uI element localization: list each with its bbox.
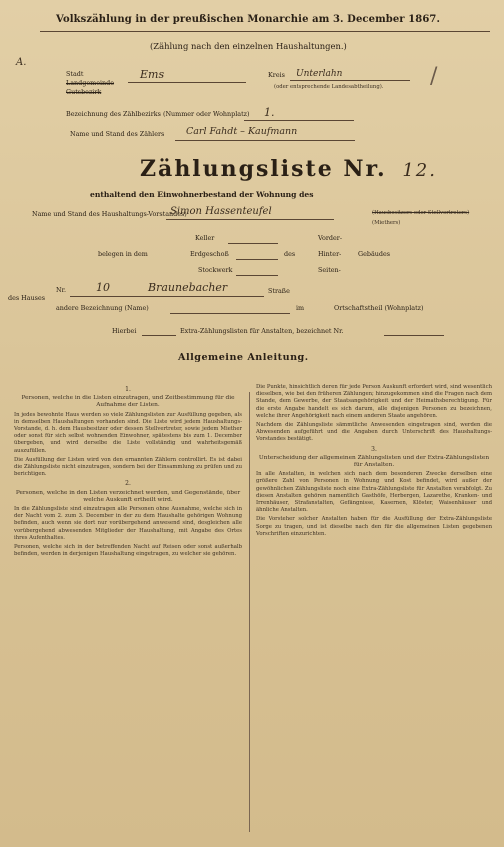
- seiten-label: Seiten-: [318, 266, 341, 274]
- nr-value: 10: [96, 281, 110, 294]
- andere-underline: [170, 313, 290, 314]
- left-paragraph-2: Die Ausfüllung der Listen wird von den ernannten Zählern controllirt. Es ist dabei die Zählungsliste nicht einzutragen, sondern bei der Einsammlung zu prüfen und zu berichtigen.: [14, 456, 242, 478]
- right-paragraph-1: Die Punkte, hinsichtlich deren für jede Person Auskunft erfordert wird, sind wesentlich dieselben, wie bei den früheren Zählungen; hinzugekommen sind die Fragen nach dem Stande, dem Gewerbe, der Staatsangehörigkeit und der Heimathsberechtigung. Für die erste Angabe handelt es sich darum, alle diejenigen Personen zu bezeichnen, welche ihrer Angehörigkeit nach einem anderen Staate angehören.: [256, 384, 492, 419]
- stadt-value: Ems: [140, 68, 165, 81]
- title-rule: [40, 31, 490, 32]
- list-title: [140, 156, 437, 182]
- kreis-underline: [290, 80, 410, 81]
- right-paragraph-4: Die Vorsteher solcher Anstalten haben für die Ausfüllung der Extra-Zählungsliste Sorge zu tragen, und ist dieselbe nach den für die allgemeinen Listen gegebenen Vorschriften einzurichten.: [256, 516, 492, 537]
- right-heading: Unterscheidung der allgemeinen Zählungslisten und der Extra-Zählungslisten für Anstalten.: [258, 454, 490, 469]
- form-title: Volkszählung in der preußischen Monarchie am 3. December 1867.: [56, 14, 441, 25]
- vorder-label: Vorder-: [318, 234, 343, 242]
- stadt-label: Stadt: [66, 70, 84, 78]
- stockwerk-line: [236, 275, 278, 276]
- column-divider: [249, 392, 250, 832]
- erdgeschoss-label: Erdgeschoß: [190, 250, 229, 258]
- bezirk-label: Bezeichnung des Zählbezirks (Nummer oder Wohnplatz): [66, 110, 250, 118]
- form-subtitle: (Zählung nach den einzelnen Haushaltungen.): [150, 41, 347, 51]
- left-paragraph-4: Personen, welche sich in der betreffenden Nacht auf Reisen oder sonst außerhalb befinden, werden in derjenigen Haushaltung eingetragen, zu welcher sie gehören.: [14, 544, 242, 558]
- hierbei-label: Hierbei: [112, 327, 137, 335]
- extra-line: [384, 335, 444, 336]
- andere-label: andere Bezeichnung (Name): [56, 304, 149, 312]
- street-underline: [70, 296, 264, 297]
- list-subtitle: enthaltend den Einwohnerbestand der Wohnung des: [90, 190, 314, 199]
- left-paragraph-3: In die Zählungsliste sind einzutragen alle Personen ohne Ausnahme, welche sich in der Nacht vom 2. zum 3. December in der zu dem Haushalte gehörigen Wohnung befinden, auch wenn sie dort nur vorübergehend anwesend sind, desgleichen alle vorübergehend abwesenden Mitglieder der Haushaltung, mit Angabe des Ortes ihres Aufenthaltes.: [14, 506, 242, 541]
- right-paragraph-2: Nachdem die Zählungsliste sämmtliche Anwesenden eingetragen sind, werden die Abwesenden aufgeführt und die Angaben durch Unterschrift des Haushaltungs-Vorstandes bestätigt.: [256, 422, 492, 443]
- haushalt-right: (Hausbesitzers oder Stellvertreters): [372, 210, 470, 216]
- anleitung-right-column: [256, 384, 492, 839]
- list-number: 12.: [402, 160, 437, 181]
- anleitung-left-column: [14, 384, 242, 839]
- left-paragraph-1: In jedes bewohnte Haus werden so viele Zählungslisten zur Ausfüllung gegeben, als in demselben Haushaltungen vorhanden sind. Die Liste wird jedem Haushaltungs-Vorstande, d. h. dem Hausbesitzer oder dessen Stellvertreter, sowie jedem Miether oder sonst für sich selbst wohnenden Einwohner, spätestens bis zum 1. December übergeben, und wird derselbe die Liste vollständig und wahrheitsgemäß auszufüllen.: [14, 411, 242, 454]
- bezirk-value: 1.: [264, 106, 275, 119]
- hauses-label: des Hauses: [8, 294, 46, 302]
- kreis-value: Unterlahn: [296, 69, 343, 79]
- right-heading-num: 3.: [371, 445, 377, 453]
- right-paragraph-3: In alle Anstalten, in welchen sich nach dem besonderen Zwecke derselben eine größere Zahl von Personen in Wohnung und Kost befindet, wird außer der gewöhnlichen Zählungsliste noch eine Extra-Zählungsliste für Anstalten verabfolgt. Zu diesen Anstalten gehören namentlich Gasthöfe, Herbergen, Lazarethe, Kranken- und Irrenhäuser, Strafanstalten, Gefängnisse, Kasernen, Klöster, Waisenhäuser und ähnliche Anstalten.: [256, 471, 492, 514]
- nr-label: Nr.: [56, 286, 66, 294]
- belegen-label: belegen in dem: [98, 250, 148, 258]
- strasse-label: Straße: [268, 287, 290, 295]
- im-label: im: [296, 304, 305, 312]
- list-title-text: Zählungsliste Nr.: [140, 156, 387, 182]
- kreis-label: Kreis: [268, 71, 285, 79]
- form-mark: A.: [16, 57, 27, 68]
- kreis-note: (oder entsprechende Landesabtheilung).: [274, 84, 384, 90]
- haushalt-value: Simon Hassenteufel: [170, 206, 272, 217]
- stockwerk-label: Stockwerk: [198, 266, 233, 274]
- erdgeschoss-line: [236, 259, 278, 260]
- keller-line: [228, 243, 278, 244]
- des-label: des: [284, 250, 296, 258]
- left-heading-num: 1.: [125, 386, 131, 393]
- zaehler-value: Carl Fahdt – Kaufmann: [186, 126, 298, 137]
- stadt-underline: [128, 82, 246, 83]
- zaehler-underline: [175, 140, 355, 141]
- extra-label: Extra-Zählungslisten für Anstalten, bezeichnet Nr.: [180, 327, 344, 335]
- haushalt-label: Name und Stand des Haushaltungs-Vorstandes): [32, 210, 187, 218]
- zaehler-label: Name und Stand des Zählers: [70, 130, 165, 138]
- left-heading-num-2: 2.: [125, 480, 131, 488]
- ortstheil-label: Ortschaftstheil (Wohnplatz): [334, 304, 424, 312]
- left-heading-2: Personen, welche in den Listen verzeichnet werden, und Gegenstände, über welche Auskunft ertheilt wird.: [15, 489, 241, 503]
- haushalt-underline: [166, 219, 334, 220]
- bezirk-underline: [244, 120, 354, 121]
- hierbei-line: [142, 335, 176, 336]
- gebaeude-label: Gebäudes: [358, 250, 391, 258]
- anleitung-title: Allgemeine Anleitung.: [178, 352, 309, 363]
- mieter-label: (Miethers): [372, 220, 401, 226]
- street-value: Braunebacher: [148, 281, 228, 294]
- pencil-slash-mark: /: [430, 64, 438, 89]
- landgemeinde-label: Landgemeinde: [66, 79, 115, 87]
- keller-label: Keller: [195, 234, 215, 242]
- hinter-label: Hinter-: [318, 250, 342, 258]
- left-heading: Personen, welche in die Listen einzutragen, und Zeitbestimmung für die Aufnahme der Listen.: [21, 395, 235, 409]
- gutsbezirk-label: Gutsbezirk: [66, 88, 102, 96]
